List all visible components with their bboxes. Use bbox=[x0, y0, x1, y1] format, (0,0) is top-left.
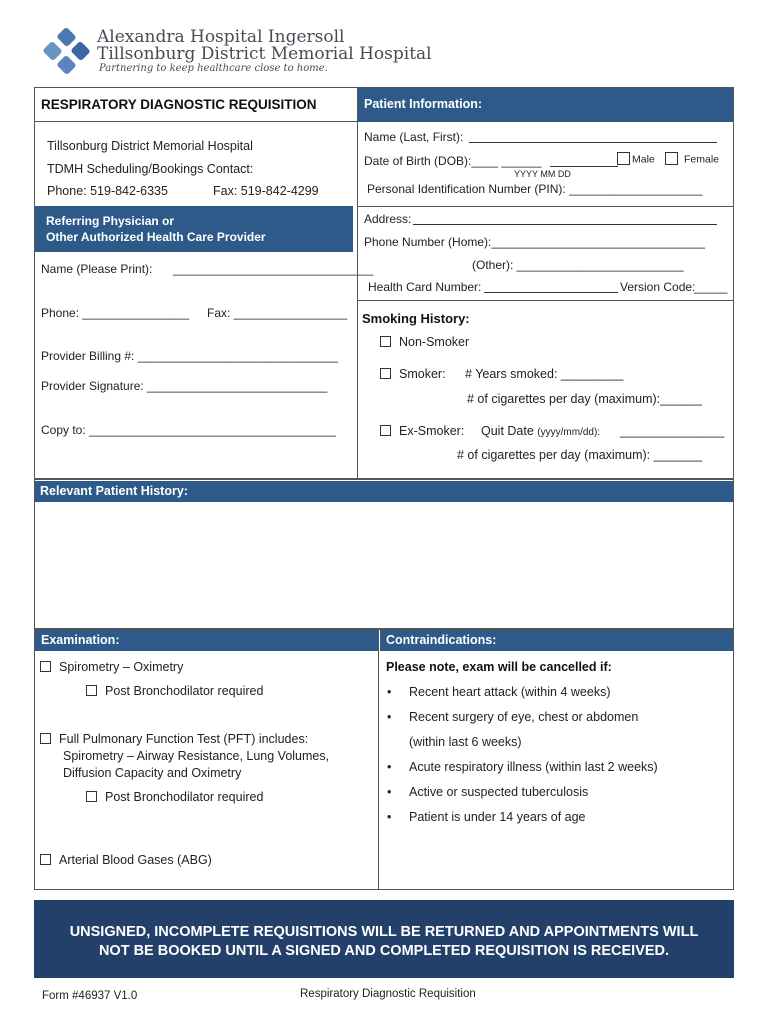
phone-home-field[interactable]: Phone Number (Home):________________________________ bbox=[364, 235, 705, 249]
pft-line-2: Spirometry – Airway Resistance, Lung Volumes, bbox=[63, 749, 330, 763]
contact-scheduling: TDMH Scheduling/Bookings Contact: bbox=[47, 162, 254, 176]
dob-format: YYYY MM DD bbox=[514, 169, 571, 179]
contra-item: • Acute respiratory illness (within last 2 weeks) bbox=[409, 760, 658, 774]
quit-date-label: Quit Date (yyyy/mm/dd): bbox=[481, 424, 601, 438]
non-smoker-option[interactable]: Non-Smoker bbox=[380, 335, 469, 349]
referring-header: Referring Physician or Other Authorized Health Care Provider bbox=[35, 206, 353, 252]
pin-field[interactable]: Personal Identification Number (PIN): ____________________ bbox=[367, 182, 703, 196]
hospital-logo-icon bbox=[42, 28, 92, 76]
contra-item: • Recent heart attack (within 4 weeks) bbox=[409, 685, 610, 699]
contra-item: • Patient is under 14 years of age bbox=[409, 810, 586, 824]
checkbox-icon[interactable] bbox=[665, 152, 678, 165]
ex-smoker-option[interactable]: Ex-Smoker: bbox=[380, 424, 464, 438]
contra-item: • Active or suspected tuberculosis bbox=[409, 785, 588, 799]
ex-smoker-cigarettes-field[interactable]: # of cigarettes per day (maximum): _______ bbox=[457, 448, 703, 462]
form-name-footer: Respiratory Diagnostic Requisition bbox=[300, 988, 476, 1000]
years-smoked-field[interactable]: # Years smoked: _________ bbox=[465, 367, 624, 381]
hospital-name-2: Tillsonburg District Memorial Hospital bbox=[97, 44, 432, 64]
version-code-label: Version Code: bbox=[620, 280, 696, 294]
checkbox-icon[interactable] bbox=[617, 152, 630, 165]
history-header: Relevant Patient History: bbox=[34, 481, 734, 502]
phone-other-field[interactable]: (Other): _________________________ bbox=[472, 258, 684, 272]
contact-hospital: Tillsonburg District Memorial Hospital bbox=[47, 139, 253, 153]
checkbox-icon[interactable] bbox=[40, 661, 51, 672]
contra-header: Contraindications: bbox=[380, 630, 733, 651]
contact-fax: Fax: 519-842-4299 bbox=[213, 184, 319, 198]
form-number: Form #46937 V1.0 bbox=[42, 990, 138, 1002]
dob-field[interactable]: Date of Birth (DOB):____ ______ bbox=[364, 154, 542, 168]
address-label: Address: bbox=[364, 212, 412, 226]
referring-fax-field[interactable]: Fax: _________________ bbox=[207, 306, 348, 320]
pft-option[interactable]: Full Pulmonary Function Test (PFT) includes: bbox=[40, 732, 308, 746]
spirometry-option[interactable]: Spirometry – Oximetry bbox=[40, 660, 183, 674]
patient-name-label: Name (Last, First): bbox=[364, 130, 464, 144]
checkbox-icon[interactable] bbox=[380, 425, 391, 436]
checkbox-icon[interactable] bbox=[40, 854, 51, 865]
smoker-cigarettes-field[interactable]: # of cigarettes per day (maximum):______ bbox=[467, 392, 702, 406]
checkbox-icon[interactable] bbox=[380, 368, 391, 379]
form-title: RESPIRATORY DIAGNOSTIC REQUISITION bbox=[41, 97, 317, 112]
contra-item-continued: (within last 6 weeks) bbox=[409, 735, 522, 749]
checkbox-icon[interactable] bbox=[86, 791, 97, 802]
sex-male-option[interactable]: Male bbox=[617, 153, 655, 166]
contra-item: • Recent surgery of eye, chest or abdomen bbox=[409, 710, 638, 724]
sex-female-option[interactable]: Female bbox=[665, 153, 719, 166]
warning-banner: UNSIGNED, INCOMPLETE REQUISITIONS WILL BE RETURNED AND APPOINTMENTS WILL NOT BE BOOKED UNTIL A SIGNED AND COMPLETED REQUISITION IS RECEIVED. bbox=[34, 900, 734, 978]
pft-line-3: Diffusion Capacity and Oximetry bbox=[63, 766, 242, 780]
abg-option[interactable]: Arterial Blood Gases (ABG) bbox=[40, 853, 212, 867]
health-card-label: Health Card Number: bbox=[368, 280, 482, 294]
referring-name-label: Name (Please Print): bbox=[41, 262, 153, 276]
checkbox-icon[interactable] bbox=[380, 336, 391, 347]
contra-note: Please note, exam will be cancelled if: bbox=[386, 660, 612, 674]
hospital-name-1: Alexandra Hospital Ingersoll bbox=[97, 27, 345, 47]
copy-to-field[interactable]: Copy to: _____________________________________ bbox=[41, 423, 336, 437]
post-bronch-option-2[interactable]: Post Bronchodilator required bbox=[86, 790, 263, 804]
exam-header: Examination: bbox=[35, 630, 378, 651]
history-textarea[interactable] bbox=[34, 479, 734, 629]
smoker-option[interactable]: Smoker: bbox=[380, 367, 446, 381]
checkbox-icon[interactable] bbox=[40, 733, 51, 744]
post-bronch-option-1[interactable]: Post Bronchodilator required bbox=[86, 684, 263, 698]
provider-billing-field[interactable]: Provider Billing #: ______________________________ bbox=[41, 349, 338, 363]
referring-name-field[interactable]: ______________________________ bbox=[173, 262, 374, 276]
provider-signature-field[interactable]: Provider Signature: ___________________________ bbox=[41, 379, 328, 393]
referring-phone-field[interactable]: Phone: ________________ bbox=[41, 306, 190, 320]
smoking-title: Smoking History: bbox=[362, 311, 470, 326]
patient-info-header: Patient Information: bbox=[358, 87, 734, 122]
contact-phone: Phone: 519-842-6335 bbox=[47, 184, 168, 198]
checkbox-icon[interactable] bbox=[86, 685, 97, 696]
quit-date-field[interactable]: _______________ bbox=[620, 424, 725, 438]
version-code-field[interactable]: _____ bbox=[694, 280, 728, 294]
tagline: Partnering to keep healthcare close to home. bbox=[99, 63, 328, 74]
